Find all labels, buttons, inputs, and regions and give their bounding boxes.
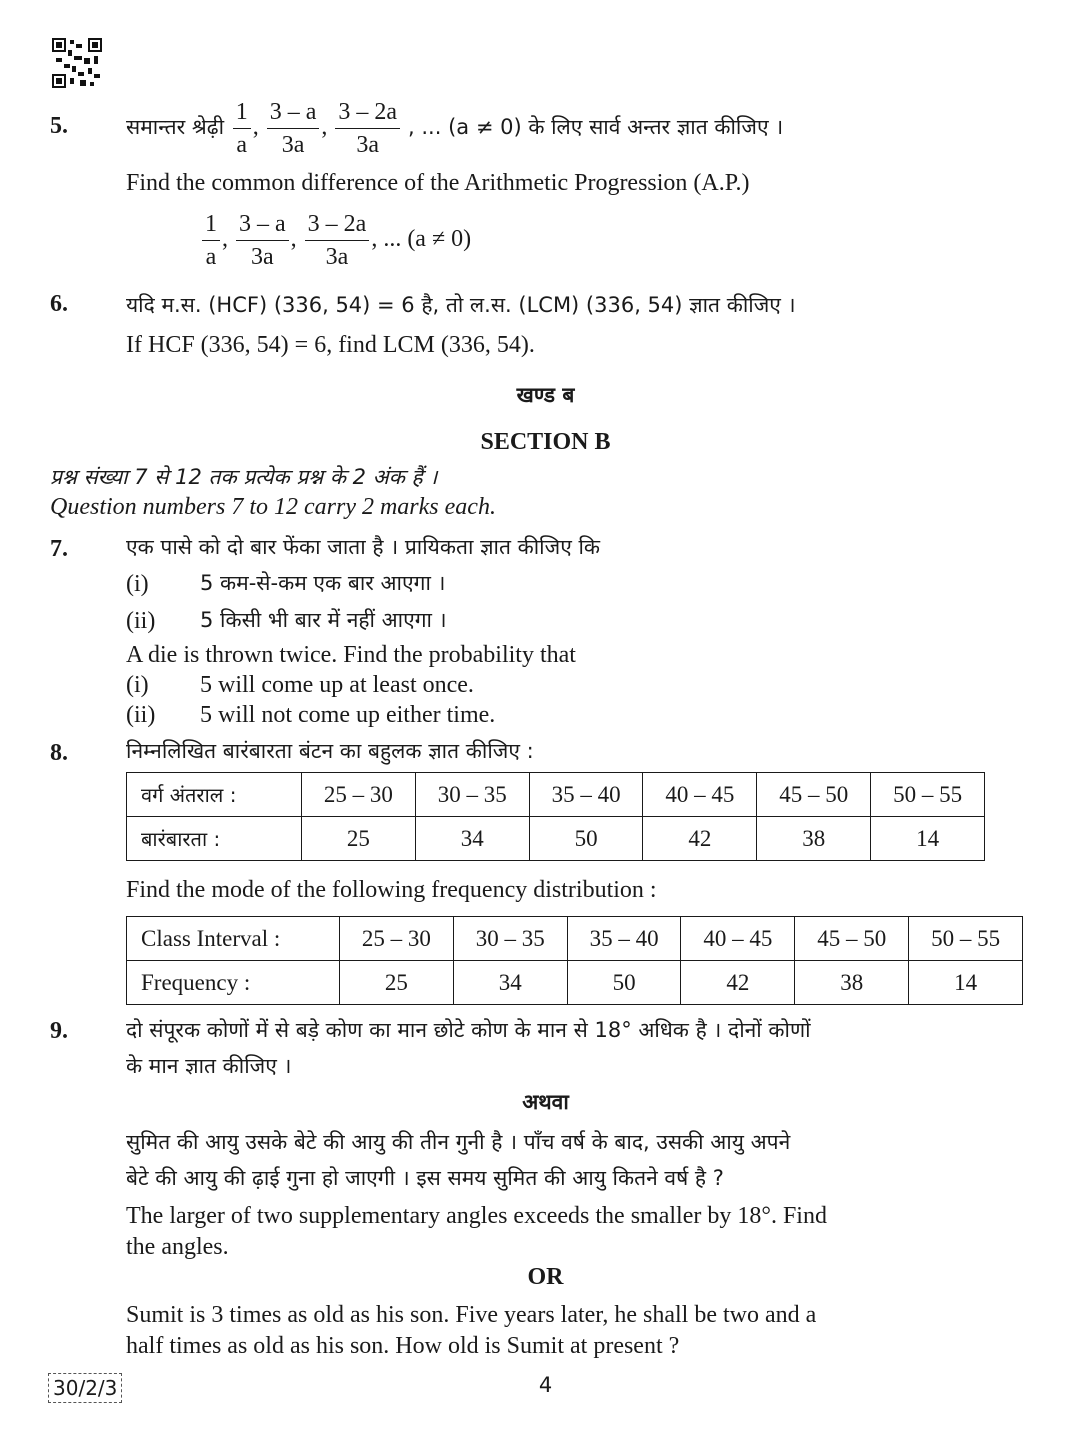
table-cell: 50 <box>567 961 681 1005</box>
row-label-class-interval: Class Interval : <box>127 917 340 961</box>
table-cell: 38 <box>795 961 909 1005</box>
q5-english-text: Find the common difference of the Arithmetic Progression (A.P.) <box>126 170 750 196</box>
q5-sequence: $\frac{1}{a}$ , $\frac{3 - a}{3a}$ , $\frac{3 - 2a}{3a}$ <box>231 114 408 140</box>
q9-english-alt-line-1: Sumit is 3 times as old as his son. Five years later, he shall be two and a <box>126 1302 817 1328</box>
table-cell: 25 <box>302 817 416 861</box>
table-cell: 25 – 30 <box>302 773 416 817</box>
page-number: 4 <box>538 1373 553 1397</box>
table-cell: 35 – 40 <box>529 773 643 817</box>
q5-hindi-prefix: समान्तर श्रेढ़ी <box>126 115 225 140</box>
q7-hindi-part-ii-label: (ii) <box>126 608 156 634</box>
q5-hindi-suffix: , ... (a ≠ 0) के लिए सार्व अन्तर ज्ञात कीजिए । <box>408 115 784 140</box>
table-cell: 45 – 50 <box>757 773 871 817</box>
fraction-term-3: $\frac{3 - 2a}{3a}$ <box>335 100 400 157</box>
question-number-5: 5. <box>50 113 68 139</box>
fraction-term-2: $\frac{3 - a}{3a}$ <box>236 212 289 269</box>
table-cell: 42 <box>643 817 757 861</box>
q8-hindi-text: निम्नलिखित बारंबारता बंटन का बहुलक ज्ञात कीजिए : <box>126 739 534 763</box>
q7-english-part-i-label: (i) <box>126 672 149 698</box>
section-note-english: Question numbers 7 to 12 carry 2 marks each. <box>50 494 496 520</box>
fraction-term-1: $\frac{1}{a}$ <box>202 212 220 269</box>
frequency-table-hindi <box>126 772 985 861</box>
q7-english-part-ii: 5 will not come up either time. <box>200 702 496 728</box>
q7-english-part-ii-label: (ii) <box>126 702 156 728</box>
q5-hindi-line <box>126 100 783 157</box>
paper-code: 30/2/3 <box>48 1373 122 1403</box>
question-number-9: 9. <box>50 1018 68 1044</box>
table-row <box>127 773 985 817</box>
q9-hindi-alt-line-2: बेटे की आयु की ढ़ाई गुना हो जाएगी । इस समय सुमित की आयु कितने वर्ष है ? <box>126 1166 724 1190</box>
question-number-6: 6. <box>50 291 68 317</box>
table-cell: 50 <box>529 817 643 861</box>
fraction-term-1: $\frac{1}{a}$ <box>233 100 251 157</box>
table-cell: 50 – 55 <box>871 773 985 817</box>
or-hindi: अथवा <box>522 1090 569 1114</box>
frequency-table-english <box>126 916 1023 1005</box>
row-label-class-interval: वर्ग अंतराल : <box>127 773 302 817</box>
table-row <box>127 961 1023 1005</box>
table-cell: 45 – 50 <box>795 917 909 961</box>
table-cell: 42 <box>681 961 795 1005</box>
table-row <box>127 817 985 861</box>
row-label-frequency: बारंबारता : <box>127 817 302 861</box>
fraction-term-2: $\frac{3 - a}{3a}$ <box>267 100 320 157</box>
table-cell: 34 <box>415 817 529 861</box>
q7-hindi-part-i: 5 कम-से-कम एक बार आएगा । <box>200 571 446 595</box>
table-cell: 25 – 30 <box>340 917 454 961</box>
table-cell: 30 – 35 <box>453 917 567 961</box>
q7-hindi-part-ii: 5 किसी भी बार में नहीं आएगा । <box>200 608 447 632</box>
q9-english-alt-line-2: half times as old as his son. How old is Sumit at present ? <box>126 1333 680 1359</box>
section-title-english: SECTION B <box>480 429 611 455</box>
q5-english-suffix: , ... (a ≠ 0) <box>371 226 472 253</box>
table-cell: 38 <box>757 817 871 861</box>
table-cell: 30 – 35 <box>415 773 529 817</box>
q6-english-text: If HCF (336, 54) = 6, find LCM (336, 54). <box>126 332 535 358</box>
q9-english-line-2: the angles. <box>126 1234 229 1260</box>
q9-english-line-1: The larger of two supplementary angles exceeds the smaller by 18°. Find <box>126 1203 827 1229</box>
qr-code-icon <box>52 38 102 88</box>
table-cell: 50 – 55 <box>909 917 1023 961</box>
q8-english-text: Find the mode of the following frequency distribution : <box>126 877 657 903</box>
q9-hindi-alt-line-1: सुमित की आयु उसके बेटे की आयु की तीन गुनी है । पाँच वर्ष के बाद, उसकी आयु अपने <box>126 1130 791 1154</box>
q7-hindi-part-i-label: (i) <box>126 571 149 597</box>
table-cell: 35 – 40 <box>567 917 681 961</box>
q5-english-sequence: $\frac{1}{a}$ , $\frac{3 - a}{3a}$ , $\frac{3 - 2a}{3a}$ , ... (a ≠ 0) <box>200 212 471 269</box>
question-number-8: 8. <box>50 740 68 766</box>
section-title-hindi: खण्ड ब <box>516 383 575 407</box>
q9-hindi-line-1: दो संपूरक कोणों में से बड़े कोण का मान छोटे कोण के मान से 18° अधिक है । दोनों कोणों <box>126 1018 811 1042</box>
question-number-7: 7. <box>50 536 68 562</box>
table-row <box>127 917 1023 961</box>
fraction-term-3: $\frac{3 - 2a}{3a}$ <box>305 212 370 269</box>
table-cell: 14 <box>871 817 985 861</box>
table-cell: 40 – 45 <box>643 773 757 817</box>
or-english: OR <box>527 1264 564 1290</box>
table-cell: 14 <box>909 961 1023 1005</box>
q7-english-part-i: 5 will come up at least once. <box>200 672 474 698</box>
table-cell: 34 <box>453 961 567 1005</box>
q7-hindi-text: एक पासे को दो बार फेंका जाता है । प्रायिकता ज्ञात कीजिए कि <box>126 535 601 559</box>
row-label-frequency: Frequency : <box>127 961 340 1005</box>
section-note-hindi: प्रश्न संख्या 7 से 12 तक प्रत्येक प्रश्न के 2 अंक हैं । <box>50 465 438 489</box>
table-cell: 25 <box>340 961 454 1005</box>
q6-hindi-text: यदि म.स. (HCF) (336, 54) = 6 है, तो ल.स. (LCM) (336, 54) ज्ञात कीजिए । <box>126 293 796 317</box>
q9-hindi-line-2: के मान ज्ञात कीजिए । <box>126 1054 292 1078</box>
table-cell: 40 – 45 <box>681 917 795 961</box>
q7-english-text: A die is thrown twice. Find the probability that <box>126 642 576 668</box>
